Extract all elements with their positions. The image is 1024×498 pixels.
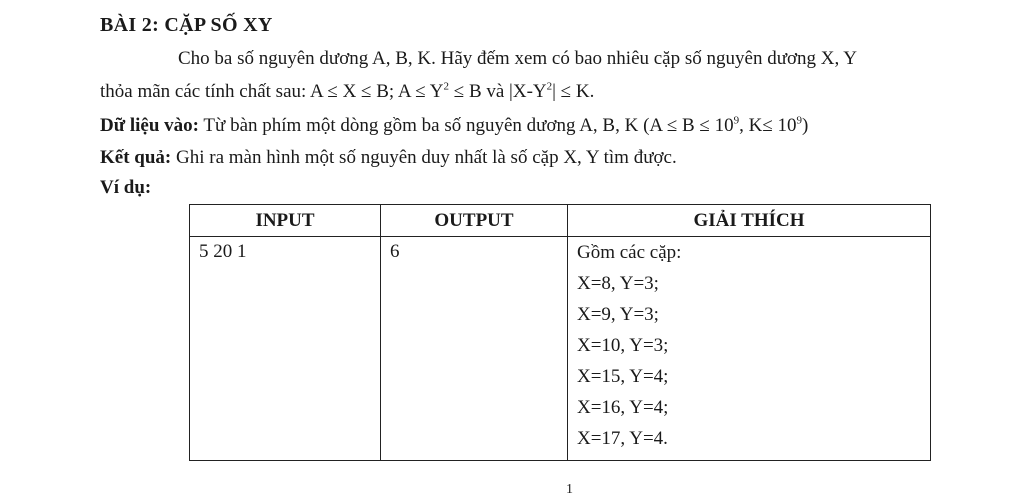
- explanation-line: X=8, Y=3;: [577, 273, 659, 294]
- cell-output: 6: [381, 237, 568, 461]
- intro-line-2-mid: ≤ B và |X-Y: [449, 81, 547, 102]
- problem-title: BÀI 2: CẶP SỐ XY: [100, 14, 273, 36]
- input-spec-text-mid: , K≤ 10: [739, 115, 797, 136]
- explanation-line: X=15, Y=4;: [577, 366, 669, 387]
- intro-line-1-text: Cho ba số nguyên dương A, B, K. Hãy đếm xem có bao nhiêu cặp số nguyên dương X, Y: [178, 48, 858, 69]
- cell-explanation: [568, 237, 931, 461]
- header-input: INPUT: [190, 205, 381, 237]
- intro-line-2-sup-2: 2: [546, 80, 553, 93]
- output-spec-label: Kết quả:: [100, 147, 172, 168]
- intro-line-2: [100, 81, 594, 103]
- input-spec-text-suffix: ): [802, 115, 809, 136]
- intro-line-2-prefix: thỏa mãn các tính chất sau: A ≤ X ≤ B; A ≤ Y: [100, 81, 444, 102]
- intro-line-1: [178, 48, 857, 70]
- explanation-line: X=9, Y=3;: [577, 304, 659, 325]
- input-spec-text-prefix: Từ bàn phím một dòng gồm ba số nguyên dương A, B, K (A ≤ B ≤ 10: [199, 115, 734, 136]
- output-spec-text: Ghi ra màn hình một số nguyên duy nhất là số cặp X, Y tìm được.: [171, 147, 677, 168]
- explanation-line: X=17, Y=4.: [577, 428, 668, 449]
- table-row: [190, 237, 931, 461]
- example-label: Ví dụ:: [100, 177, 152, 198]
- input-spec-sup-2: 9: [796, 114, 803, 127]
- explanation-line: X=16, Y=4;: [577, 397, 669, 418]
- explanation-line: Gồm các cặp:: [577, 242, 682, 263]
- input-spec: [100, 115, 808, 137]
- example-table: [189, 204, 931, 461]
- intro-line-2-sup-1: 2: [443, 80, 450, 93]
- explanation-line: X=10, Y=3;: [577, 335, 669, 356]
- intro-line-2-suffix: | ≤ K.: [552, 81, 595, 102]
- input-spec-label: Dữ liệu vào:: [100, 115, 200, 136]
- header-output: OUTPUT: [381, 205, 568, 237]
- input-spec-sup-1: 9: [733, 114, 740, 127]
- page-number: 1: [566, 482, 573, 497]
- header-explanation: GIẢI THÍCH: [568, 205, 931, 237]
- cell-input: 5 20 1: [190, 237, 381, 461]
- table-header-row: [190, 205, 931, 237]
- output-spec: [100, 147, 677, 169]
